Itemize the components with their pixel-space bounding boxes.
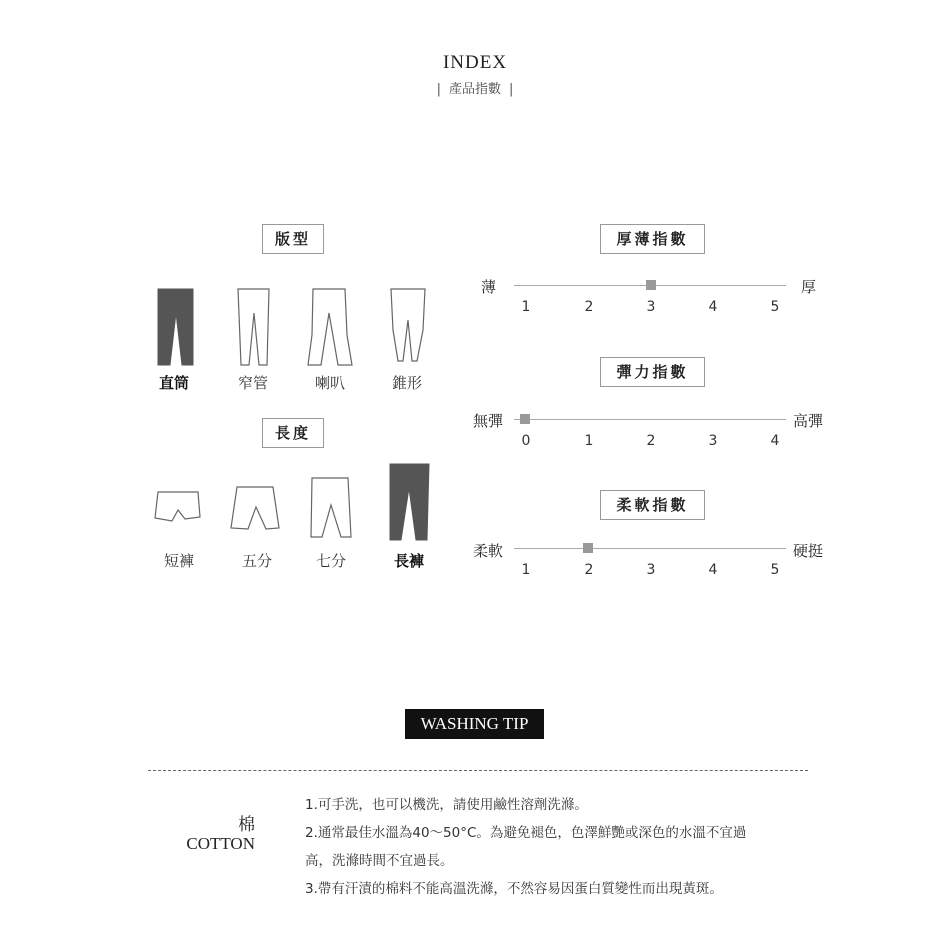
skinny-pants-icon (238, 289, 269, 365)
straight-pants-icon (158, 289, 193, 365)
elasticity-right-label: 高彈 (793, 412, 824, 430)
elasticity-tick: 4 (770, 433, 780, 449)
fit-skinny-label: 窄管 (237, 374, 268, 392)
cropped-pants-icon (311, 478, 351, 537)
fit-label: 版型 (262, 224, 324, 254)
fit-tapered-label: 錐形 (391, 374, 422, 392)
thickness-label: 厚薄指數 (600, 224, 705, 254)
length-cropped-label: 七分 (315, 552, 346, 570)
length-half-label: 五分 (241, 552, 272, 570)
elasticity-left-label: 無彈 (473, 412, 504, 430)
thickness-tick: 1 (521, 299, 531, 315)
elasticity-tick: 0 (521, 433, 531, 449)
elasticity-tick: 2 (646, 433, 656, 449)
softness-track (514, 548, 786, 549)
half-length-pants-icon (231, 487, 279, 529)
elasticity-marker (520, 414, 530, 424)
dashed-divider (148, 770, 808, 771)
elasticity-track (514, 419, 786, 420)
length-label: 長度 (262, 418, 324, 448)
washing-tip-2-cont: 高，洗滌時間不宜過長。 (305, 853, 454, 869)
softness-tick: 5 (770, 562, 780, 578)
softness-left-label: 柔軟 (473, 542, 504, 560)
tapered-pants-icon (391, 289, 425, 361)
divider-right: | (509, 82, 514, 97)
elasticity-tick: 1 (584, 433, 594, 449)
full-length-pants-icon (390, 464, 429, 540)
shorts-icon (155, 492, 200, 521)
softness-right-label: 硬挺 (793, 542, 824, 560)
softness-label: 柔軟指數 (600, 490, 705, 520)
length-shorts-label: 短褲 (163, 552, 194, 570)
elasticity-label: 彈力指數 (600, 357, 705, 387)
thickness-right-label: 厚 (801, 278, 817, 296)
index-subtitle-text: 產品指數 (448, 82, 501, 97)
fit-straight-label: 直筒 (158, 374, 189, 392)
washing-tip-title: WASHING TIP (405, 709, 544, 739)
material-english: COTTON (186, 834, 255, 853)
thickness-tick: 4 (708, 299, 718, 315)
thickness-tick: 2 (584, 299, 594, 315)
material-chinese: 棉 (238, 815, 255, 835)
softness-tick: 3 (646, 562, 656, 578)
thickness-left-label: 薄 (481, 278, 497, 296)
washing-tip-1: 1.可手洗，也可以機洗，請使用鹼性溶劑洗滌。 (305, 797, 588, 813)
thickness-marker (646, 280, 656, 290)
washing-tip-2: 2.通常最佳水溫為40～50°C。為避免褪色，色澤鮮艷或深色的水溫不宜過 (305, 825, 747, 841)
fit-flare-label: 喇叭 (314, 374, 345, 392)
thickness-tick: 5 (770, 299, 780, 315)
thickness-tick: 3 (646, 299, 656, 315)
index-subtitle (0, 78, 950, 97)
softness-tick: 2 (584, 562, 594, 578)
elasticity-tick: 3 (708, 433, 718, 449)
length-icons (150, 460, 440, 545)
fit-icons (150, 285, 440, 370)
softness-tick: 1 (521, 562, 531, 578)
softness-tick: 4 (708, 562, 718, 578)
index-title: INDEX (442, 52, 508, 73)
divider-left: | (436, 82, 441, 97)
softness-marker (583, 543, 593, 553)
washing-tip-3: 3.帶有汗漬的棉料不能高溫洗滌，不然容易因蛋白質變性而出現黃斑。 (305, 881, 723, 897)
flare-pants-icon (308, 289, 352, 365)
length-full-label: 長褲 (393, 552, 424, 570)
